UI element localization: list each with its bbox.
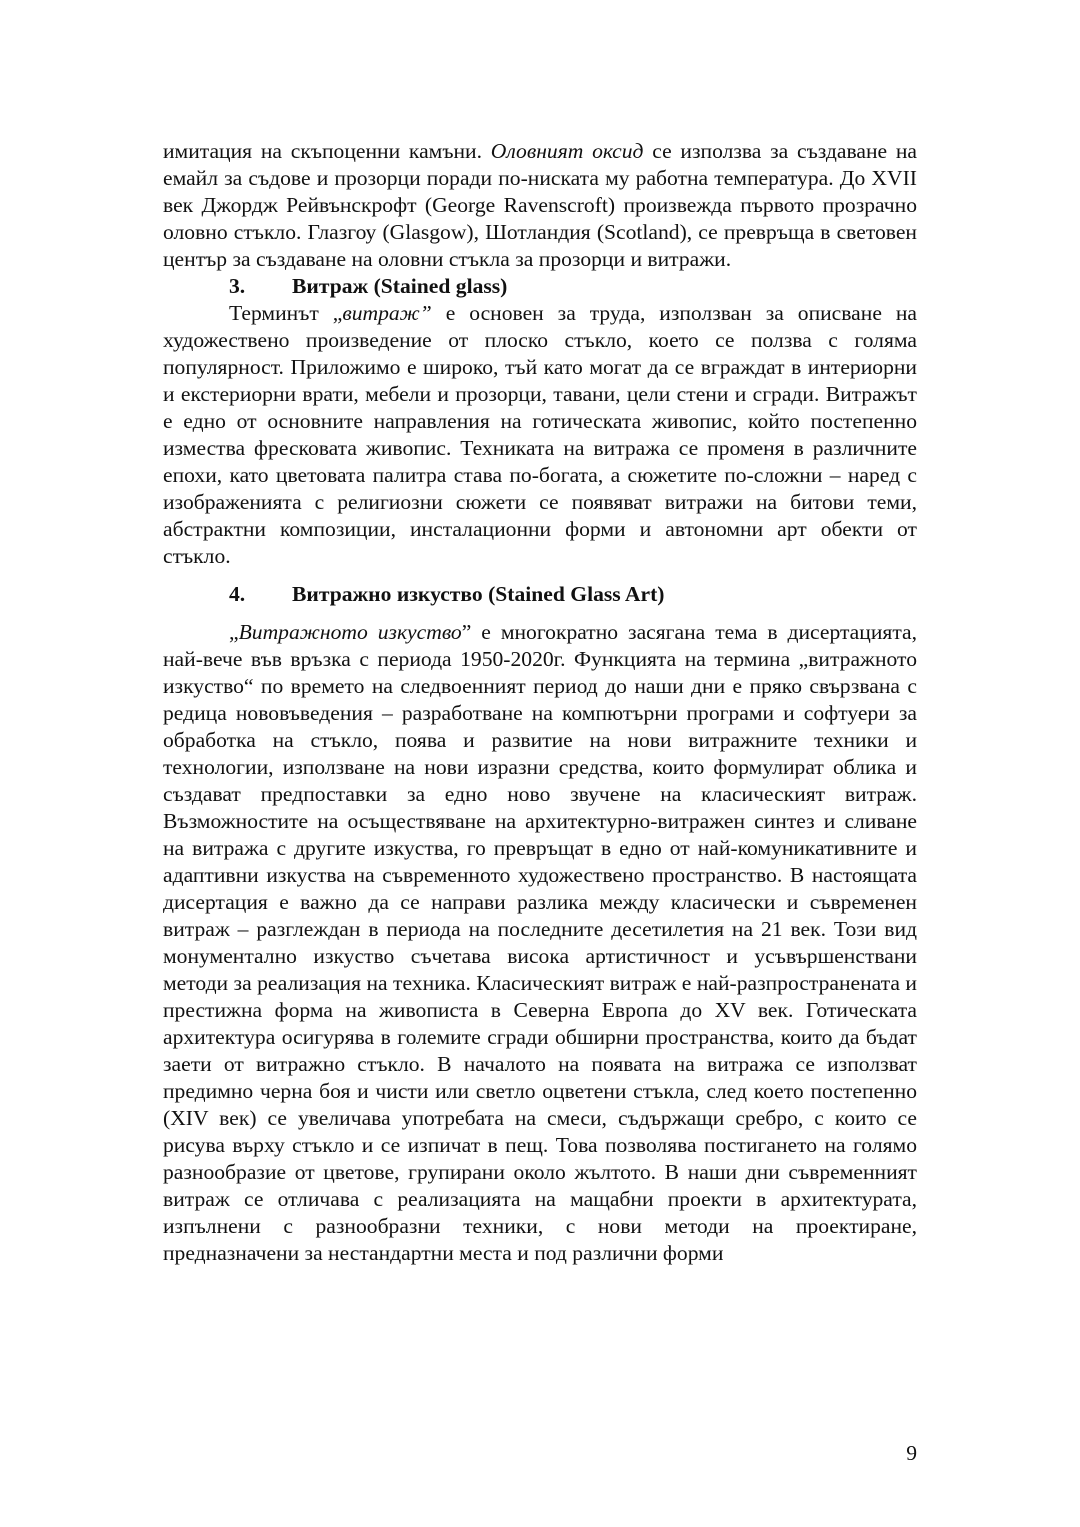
paragraph-intro-italic-term: Оловният оксид — [490, 139, 644, 163]
section-3-heading — [163, 273, 917, 300]
paragraph-section-4-text-2: ” е многократно засягана тема в дисертацията, най-вече във връзка с периода 1950-2020г. Функцията на термина „витражното изкуство“ по времето на следвоенният период до наши дни е пряко свързвана с редица нововъведения – разработване на компютърни програми и софтуери за обработка на стъкло, поява и развитие на нови витражните техники и технологии, използване на нови изразни средства, които формулират облика и създават предпоставки за едно ново звучене на класическият витраж. Възможностите на осъществяване на архитектурно-витражен синтез и сливане на витража с другите изкуства, го превръщат в едно от най-комуникативните и адаптивни изкуства на съвременното художествено пространство. В настоящата дисертация е важно да се направи разлика между класически и съвременен витраж – разглеждан в периода на последните десетилетия на 21 век. Този вид монументално изкуство съчетава висока артистичност и усъвършенствани методи за реализация на техника. Класическият витраж е най-разпространената и престижна форма на живописта в Северна Европа до XV век. Готическата архитектура осигурява в големите сгради обширни пространства, които да бъдат заети от витражно стъкло. В началото на появата на витража се използват предимно черна боя и чисти или светло оцветени стъкла, след което постепенно (XIV век) се увеличава употребата на смеси, съдържащи сребро, с които се рисува върху стъкло и се изпичат в пещ. Това позволява постигането на голямо разнообразие от цветове, групирани около жълтото. В наши дни съвременният витраж се отличава с реализацията на мащабни проекти в архитектурата, изпълнени с разнообразни техники, с нови методи на проектиране, предназначени за нестандартни места и под различни форми — [163, 620, 917, 1265]
paragraph-intro — [163, 138, 917, 273]
paragraph-section-4-text-1: „ — [229, 620, 239, 644]
document-page — [163, 138, 917, 1267]
paragraph-section-3-text-2: е основен за труда, използван за описване на художествено произведение от плоско стъкло, което се ползва с голяма популярност. Приложимо е широко, тъй като могат да се вграждат в интериорни и екстериорни врати, мебели и прозорци, тавани, цели стени и сгради. Витражът е едно от основните направления на готическата живопис, който постепенно измества фресковата живопис. Техниката на витража се променя в различните епохи, като цветовата палитра става по-богата, а сюжетите по-сложни – наред с изображенията с религиозни сюжети се появяват витражи на битови теми, абстрактни композиции, инсталационни форми и автономни арт обекти от стъкло. — [163, 301, 917, 568]
paragraph-section-3-text-1: Терминът „ — [229, 301, 343, 325]
paragraph-section-3-italic-term: витраж” — [342, 301, 432, 325]
paragraph-section-3 — [163, 300, 917, 570]
section-4-number: 4. — [229, 582, 246, 606]
paragraph-section-4 — [163, 619, 917, 1267]
section-4-heading — [163, 581, 917, 608]
paragraph-section-4-italic-term: Витражното изкуство — [238, 620, 462, 644]
section-3-number: 3. — [229, 274, 246, 298]
section-4-title: Витражно изкуство (Stained Glass Art) — [292, 582, 665, 606]
paragraph-intro-text-2: се използва за създаване на емайл за съдове и прозорци поради по-ниската му работна температура. До XVII век Джордж Рейвънскрофт (George Ravenscroft) произвежда първото прозрачно оловно стъкло. Глазгоу (Glasgow), Шотландия (Scotland), се превръща в световен център за създаване на оловни стъкла за прозорци и витражи. — [163, 139, 917, 271]
paragraph-intro-text-1: имитация на скъпоценни камъни. — [163, 139, 491, 163]
section-3-title: Витраж (Stained glass) — [292, 274, 508, 298]
page-number: 9 — [906, 1441, 917, 1465]
